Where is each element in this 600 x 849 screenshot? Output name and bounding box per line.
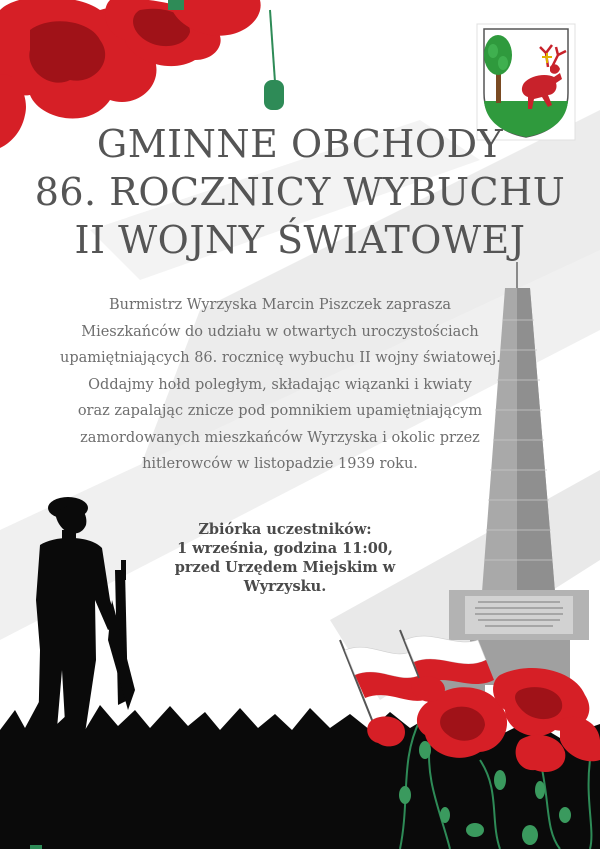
gathering-line-1: Zbiórka uczestników: — [198, 521, 372, 538]
body-line-7: hitlerowców w listopadzie 1939 roku. — [142, 456, 418, 472]
body-line-2: Mieszkańców do udziału w otwartych uroczystościach — [81, 323, 479, 340]
title-line-1: GMINNE OBCHODY — [96, 122, 504, 166]
body-line-5: oraz zapalając znicze pod pomnikiem upamiętniającym — [77, 403, 483, 419]
invitation-text — [60, 292, 500, 478]
gathering-line-3: przed Urzędem Miejskim w — [174, 559, 396, 576]
gathering-line-4: Wyrzysku. — [243, 578, 327, 595]
title-line-2: 86. ROCZNICY WYBUCHU — [34, 170, 566, 214]
gathering-line-2: 1 września, godzina 11:00, — [177, 540, 393, 557]
body-line-1: Burmistrz Wyrzyska Marcin Piszczek zaprasza — [109, 297, 451, 313]
poppy-bud — [264, 80, 284, 110]
body-line-4: Oddajmy hołd poległym, składając wiązanki i kwiaty — [88, 376, 472, 393]
title-line-3: II WOJNY ŚWIATOWEJ — [74, 218, 526, 262]
body-line-6: zamordowanych mieszkańców Wyrzyska i okolic przez — [80, 429, 480, 446]
body-line-3: upamiętniających 86. rocznicę wybuchu II wojny światowej. — [60, 350, 501, 366]
gathering-info — [150, 520, 420, 596]
page-title — [0, 120, 600, 264]
